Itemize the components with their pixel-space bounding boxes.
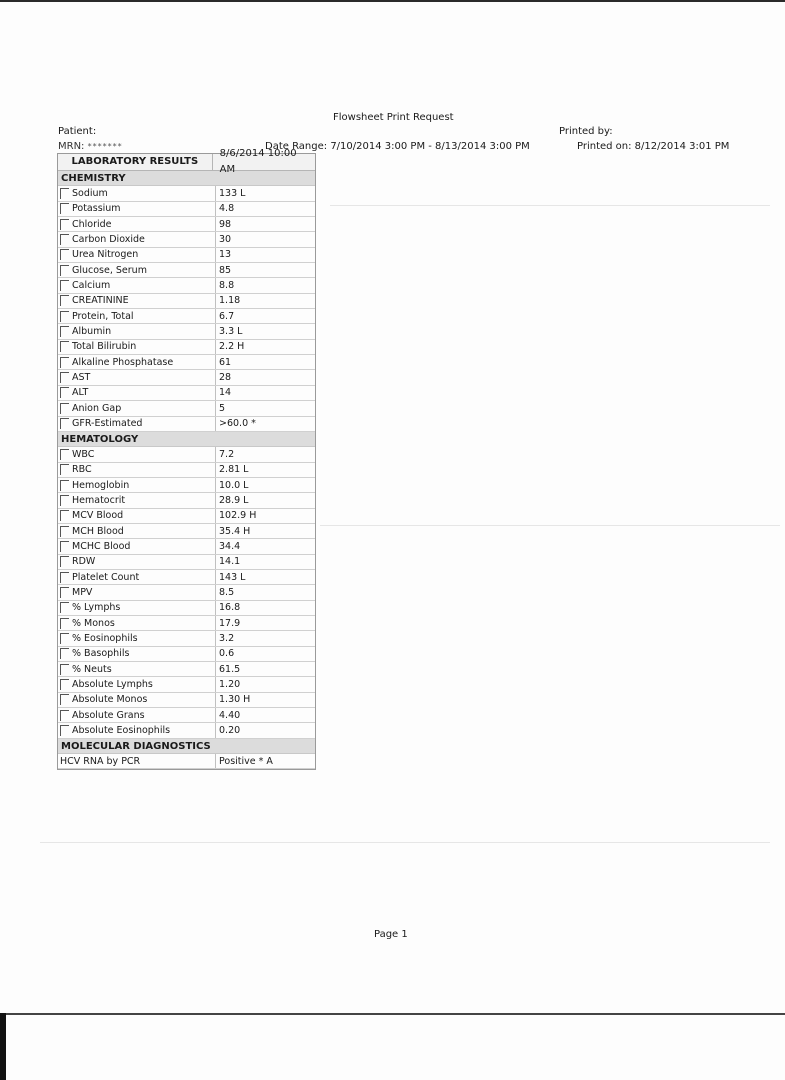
- row-checkbox-icon[interactable]: [60, 526, 69, 537]
- test-value: 13: [219, 249, 232, 261]
- date-range: Date Range: 7/10/2014 3:00 PM - 8/13/2014 3:00 PM: [265, 141, 530, 152]
- row-checkbox-icon[interactable]: [60, 541, 69, 552]
- scan-edge-bottom: [0, 1013, 785, 1015]
- row-checkbox-icon[interactable]: [60, 280, 69, 291]
- mrn-label: MRN:: [58, 141, 85, 152]
- test-name-cell: [58, 647, 216, 661]
- page-number: Page 1: [374, 929, 408, 940]
- test-name-cell: [58, 708, 216, 722]
- row-checkbox-icon[interactable]: [60, 449, 69, 460]
- table-row: [58, 754, 315, 769]
- test-value: 133 L: [219, 188, 246, 200]
- table-row: [58, 447, 315, 462]
- test-name: % Basophils: [72, 648, 130, 660]
- test-name: Albumin: [72, 326, 112, 338]
- test-value: 102.9 H: [219, 510, 257, 522]
- test-name-cell: [58, 493, 216, 507]
- test-value: 0.6: [219, 648, 235, 660]
- table-row: [58, 309, 315, 324]
- table-row: [58, 186, 315, 201]
- test-name-cell: [58, 524, 216, 538]
- table-row: [58, 278, 315, 293]
- table-row: [58, 693, 315, 708]
- test-value: 85: [219, 264, 232, 276]
- row-checkbox-icon[interactable]: [60, 203, 69, 214]
- test-name: Glucose, Serum: [72, 264, 147, 276]
- test-name-cell: [58, 217, 216, 231]
- test-name: Chloride: [72, 218, 112, 230]
- test-value: 6.7: [219, 310, 235, 322]
- test-value: 14.1: [219, 556, 241, 568]
- test-name-cell: [58, 263, 216, 277]
- test-name-cell: [58, 417, 216, 431]
- test-name-cell: [58, 478, 216, 492]
- test-name: Hemoglobin: [72, 479, 130, 491]
- row-checkbox-icon[interactable]: [60, 679, 69, 690]
- test-name-cell: [58, 202, 216, 216]
- test-value: 16.8: [219, 602, 241, 614]
- test-name: MCV Blood: [72, 510, 124, 522]
- test-name-cell: [58, 294, 216, 308]
- test-name-cell: [58, 509, 216, 523]
- test-name: GFR-Estimated: [72, 418, 143, 430]
- test-name-cell: [58, 401, 216, 415]
- test-value: 30: [219, 234, 232, 246]
- test-name: Platelet Count: [72, 571, 140, 583]
- row-checkbox-icon[interactable]: [60, 480, 69, 491]
- test-value: 1.30 H: [219, 694, 251, 706]
- section-header: CHEMISTRY: [58, 171, 315, 186]
- row-checkbox-icon[interactable]: [60, 602, 69, 613]
- table-row: [58, 677, 315, 692]
- table-row: [58, 601, 315, 616]
- table-row: [58, 340, 315, 355]
- test-name: Absolute Eosinophils: [72, 725, 171, 737]
- row-checkbox-icon[interactable]: [60, 694, 69, 705]
- test-name: RDW: [72, 556, 96, 568]
- table-row: [58, 202, 315, 217]
- printed-by: Printed by:: [559, 126, 613, 137]
- table-row: [58, 324, 315, 339]
- row-checkbox-icon[interactable]: [60, 510, 69, 521]
- table-row: [58, 616, 315, 631]
- row-checkbox-icon[interactable]: [60, 725, 69, 736]
- test-name: CREATININE: [72, 295, 129, 307]
- test-name: % Lymphs: [72, 602, 121, 614]
- test-value: 2.2 H: [219, 341, 245, 353]
- test-value: 0.20: [219, 725, 241, 737]
- test-value: 7.2: [219, 448, 235, 460]
- table-row: [58, 662, 315, 677]
- table-row: [58, 524, 315, 539]
- row-checkbox-icon[interactable]: [60, 464, 69, 475]
- printed-on: Printed on: 8/12/2014 3:01 PM: [577, 141, 730, 152]
- test-name-cell: [58, 662, 216, 676]
- table-row: [58, 463, 315, 478]
- row-checkbox-icon[interactable]: [60, 234, 69, 245]
- table-row: [58, 370, 315, 385]
- table-row: [58, 386, 315, 401]
- test-name: Calcium: [72, 280, 111, 292]
- table-row: [58, 708, 315, 723]
- lab-table-body: [58, 171, 315, 769]
- test-name: % Neuts: [72, 663, 112, 675]
- test-name-cell: [58, 601, 216, 615]
- test-name: WBC: [72, 448, 95, 460]
- table-row: [58, 539, 315, 554]
- test-value: 35.4 H: [219, 525, 251, 537]
- row-checkbox-icon[interactable]: [60, 648, 69, 659]
- row-checkbox-icon[interactable]: [60, 633, 69, 644]
- test-value: 2.81 L: [219, 464, 249, 476]
- table-row: [58, 248, 315, 263]
- test-value: 61.5: [219, 663, 241, 675]
- row-checkbox-icon[interactable]: [60, 495, 69, 506]
- test-value: 8.8: [219, 280, 235, 292]
- row-checkbox-icon[interactable]: [60, 265, 69, 276]
- table-row: [58, 417, 315, 432]
- mrn-value: *******: [87, 142, 123, 151]
- test-name-cell: [58, 355, 216, 369]
- test-value: 10.0 L: [219, 479, 249, 491]
- row-checkbox-icon[interactable]: [60, 357, 69, 368]
- table-row: [58, 570, 315, 585]
- table-row: [58, 509, 315, 524]
- test-name-cell: [58, 585, 216, 599]
- test-name: Hematocrit: [72, 494, 126, 506]
- row-checkbox-icon[interactable]: [60, 710, 69, 721]
- test-name: Anion Gap: [72, 402, 122, 414]
- scan-artifact-line: [40, 842, 770, 843]
- row-checkbox-icon[interactable]: [60, 387, 69, 398]
- test-name: Absolute Grans: [72, 709, 145, 721]
- row-checkbox-icon[interactable]: [60, 219, 69, 230]
- table-row: [58, 555, 315, 570]
- test-name-cell: [58, 723, 216, 737]
- lab-results-table: [57, 148, 316, 770]
- test-value: 34.4: [219, 540, 241, 552]
- test-value: 3.2: [219, 632, 235, 644]
- test-name: Protein, Total: [72, 310, 134, 322]
- table-row: [58, 294, 315, 309]
- table-row: [58, 585, 315, 600]
- test-name-cell: [58, 447, 216, 461]
- test-name-cell: [58, 309, 216, 323]
- test-name: HCV RNA by PCR: [60, 755, 141, 767]
- row-checkbox-icon[interactable]: [60, 556, 69, 567]
- test-value: 28: [219, 372, 232, 384]
- row-checkbox-icon[interactable]: [60, 418, 69, 429]
- test-value: 8.5: [219, 586, 235, 598]
- test-name: MCH Blood: [72, 525, 124, 537]
- test-value: 5: [219, 402, 226, 414]
- test-value: 4.40: [219, 709, 241, 721]
- test-name: Absolute Lymphs: [72, 679, 153, 691]
- table-row: [58, 647, 315, 662]
- row-checkbox-icon[interactable]: [60, 311, 69, 322]
- section-header: HEMATOLOGY: [58, 432, 315, 447]
- scan-edge-top: [0, 0, 785, 2]
- table-row: [58, 723, 315, 738]
- test-value: 143 L: [219, 571, 246, 583]
- test-name-cell: [58, 555, 216, 569]
- table-row: [58, 631, 315, 646]
- row-checkbox-icon[interactable]: [60, 249, 69, 260]
- lab-table-header: [58, 148, 315, 175]
- table-row: [58, 355, 315, 370]
- patient-label: Patient:: [58, 126, 97, 137]
- test-value: 98: [219, 218, 232, 230]
- row-checkbox-icon[interactable]: [60, 664, 69, 675]
- test-value: >60.0 *: [219, 418, 256, 430]
- test-name: ALT: [72, 387, 89, 399]
- test-name-cell: [58, 370, 216, 384]
- page-title: Flowsheet Print Request: [333, 112, 454, 123]
- test-name: Potassium: [72, 203, 121, 215]
- table-row: [58, 478, 315, 493]
- test-value: 28.9 L: [219, 494, 249, 506]
- test-name: % Monos: [72, 617, 115, 629]
- test-name-cell: [58, 278, 216, 292]
- test-value: 3.3 L: [219, 326, 243, 338]
- row-checkbox-icon[interactable]: [60, 188, 69, 199]
- table-row: [58, 232, 315, 247]
- section-header: MOLECULAR DIAGNOSTICS: [58, 739, 315, 754]
- test-name: AST: [72, 372, 91, 384]
- test-name-cell: [58, 248, 216, 262]
- scan-edge-left: [0, 1013, 6, 1080]
- test-name-cell: [58, 570, 216, 584]
- test-name-cell: [58, 232, 216, 246]
- table-row: [58, 493, 315, 508]
- test-name: Carbon Dioxide: [72, 234, 145, 246]
- row-checkbox-icon[interactable]: [60, 587, 69, 598]
- row-checkbox-icon[interactable]: [60, 618, 69, 629]
- scan-artifact-line: [330, 205, 770, 206]
- row-checkbox-icon[interactable]: [60, 295, 69, 306]
- test-name: MPV: [72, 586, 93, 598]
- test-value: 1.20: [219, 679, 241, 691]
- test-name-cell: [58, 463, 216, 477]
- test-name-cell: [58, 754, 216, 768]
- table-row: [58, 217, 315, 232]
- test-name-cell: [58, 340, 216, 354]
- table-row: [58, 263, 315, 278]
- test-name-cell: [58, 693, 216, 707]
- row-checkbox-icon[interactable]: [60, 572, 69, 583]
- test-name: MCHC Blood: [72, 540, 131, 552]
- table-row: [58, 401, 315, 416]
- lab-header-label: LABORATORY RESULTS: [58, 154, 213, 170]
- mrn-line: [58, 141, 123, 152]
- row-checkbox-icon[interactable]: [60, 326, 69, 337]
- row-checkbox-icon[interactable]: [60, 403, 69, 414]
- test-value: Positive * A: [219, 755, 273, 767]
- test-name: % Eosinophils: [72, 632, 138, 644]
- test-name: Alkaline Phosphatase: [72, 356, 174, 368]
- test-name: Absolute Monos: [72, 694, 148, 706]
- test-name: Sodium: [72, 188, 108, 200]
- test-value: 17.9: [219, 617, 241, 629]
- test-name-cell: [58, 677, 216, 691]
- test-name-cell: [58, 616, 216, 630]
- test-name-cell: [58, 386, 216, 400]
- test-name: Urea Nitrogen: [72, 249, 139, 261]
- row-checkbox-icon[interactable]: [60, 341, 69, 352]
- test-value: 14: [219, 387, 232, 399]
- test-name-cell: [58, 324, 216, 338]
- test-name: Total Bilirubin: [72, 341, 137, 353]
- test-name: RBC: [72, 464, 92, 476]
- test-name-cell: [58, 631, 216, 645]
- row-checkbox-icon[interactable]: [60, 372, 69, 383]
- test-value: 1.18: [219, 295, 241, 307]
- test-value: 61: [219, 356, 232, 368]
- test-value: 4.8: [219, 203, 235, 215]
- test-name-cell: [58, 186, 216, 200]
- test-name-cell: [58, 539, 216, 553]
- scan-artifact-line: [320, 525, 780, 526]
- lab-header-date: 8/6/2014 10:00 AM: [219, 148, 297, 175]
